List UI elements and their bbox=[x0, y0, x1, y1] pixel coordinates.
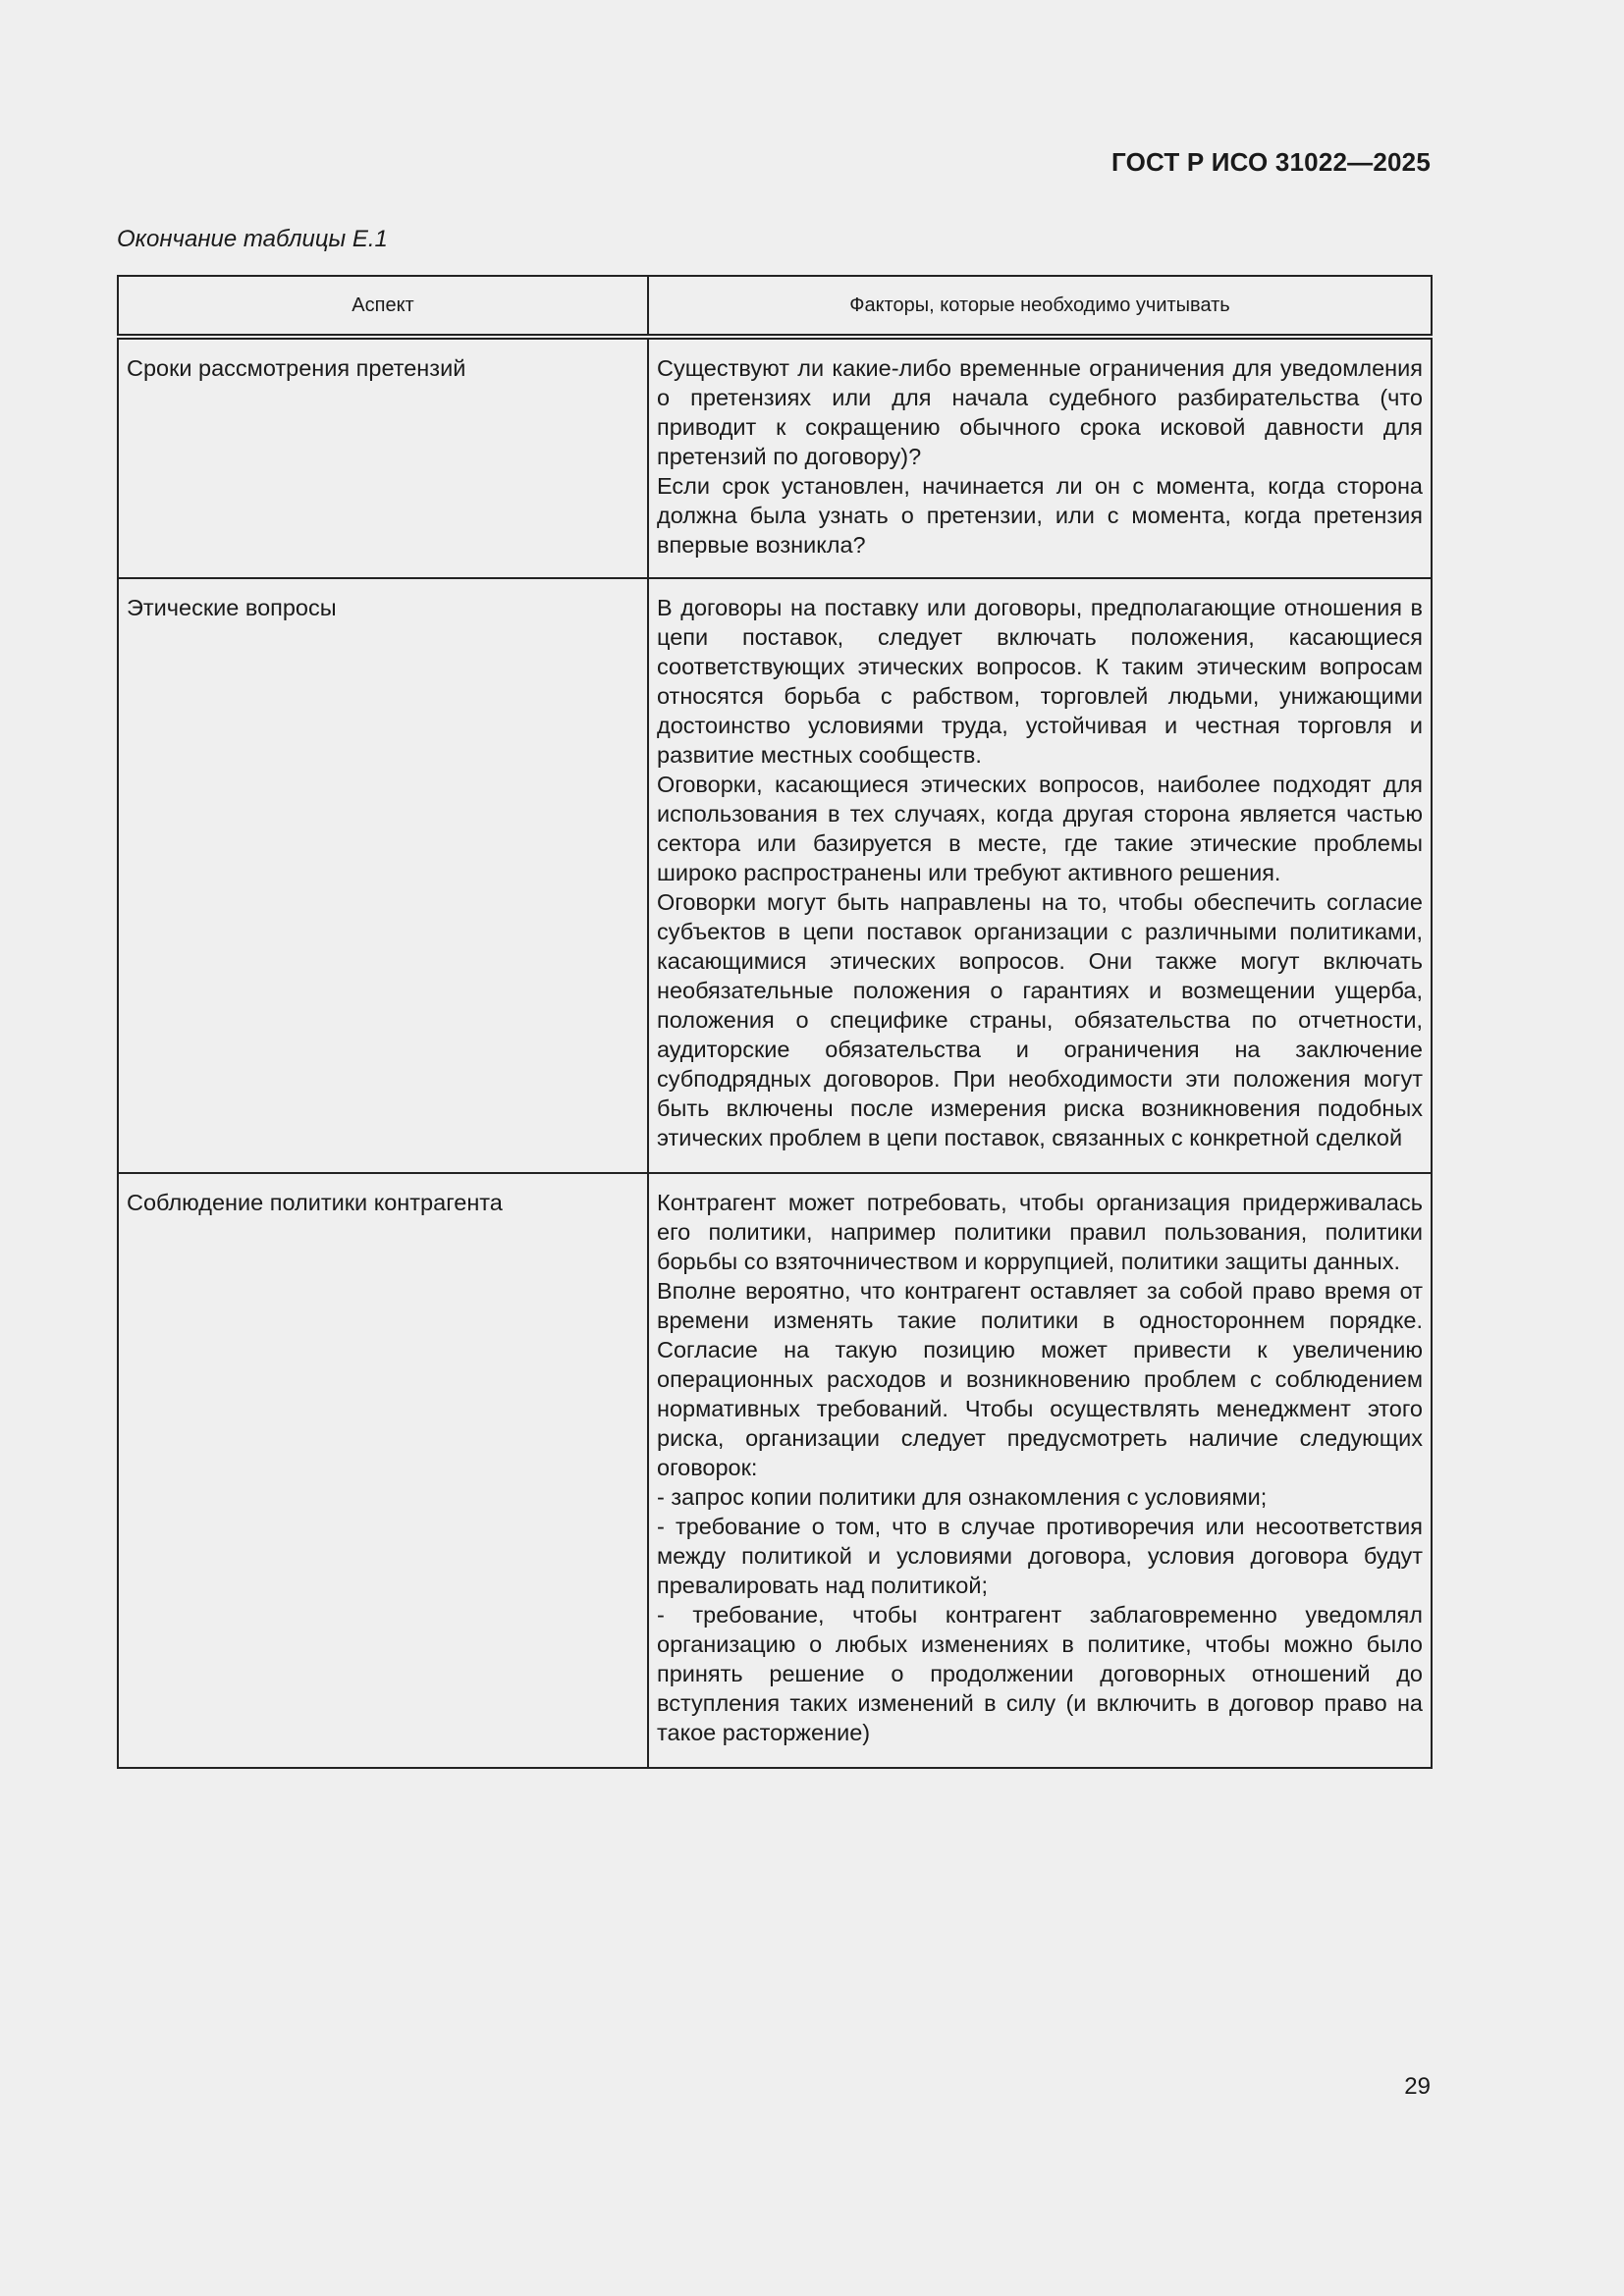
factors-cell bbox=[648, 1173, 1432, 1768]
table-container bbox=[117, 275, 1431, 1769]
factors-cell bbox=[648, 337, 1432, 578]
table-caption: Окончание таблицы Е.1 bbox=[117, 226, 388, 252]
document-code: ГОСТ Р ИСО 31022—2025 bbox=[1110, 147, 1431, 177]
factor-paragraph: Оговорки, касающиеся этических вопросов, наиболее подходят для использования в тех случаях, когда другая сторона является частью сектора или базируется в месте, где такие этические проблемы широко распространены или требуют активного решения. bbox=[657, 772, 1423, 885]
page-number: 29 bbox=[1404, 2073, 1431, 2100]
aspect-cell: Соблюдение политики контрагента bbox=[118, 1173, 648, 1768]
factor-paragraph: Существуют ли какие-либо временные ограничения для уведомления о претензиях или для начала судебного разбирательства (что приводит к сокращению обычного срока исковой давности для претензий по договору)? bbox=[657, 355, 1423, 469]
table-row bbox=[118, 1173, 1432, 1768]
aspect-cell: Этические вопросы bbox=[118, 578, 648, 1173]
factors-cell bbox=[648, 578, 1432, 1173]
factor-paragraph: Оговорки могут быть направлены на то, чтобы обеспечить согласие субъектов в цепи поставок организации с различными политиками, касающимися этических вопросов. Они также могут включать необязательные положения о гарантиях и возмещении ущерба, положения о специфике страны, обязательства по отчетности, аудиторские обязательства и ограничения на заключение субподрядных договоров. При необходимости эти положения могут быть включены после измерения риска возникновения подобных этических проблем в цепи поставок, связанных с конкретной сделкой bbox=[657, 889, 1423, 1150]
factors-table bbox=[117, 275, 1433, 1769]
factor-paragraph: Контрагент может потребовать, чтобы организация придерживалась его политики, например политики правил пользования, политики борьбы со взяточничеством и коррупцией, политики защиты данных. bbox=[657, 1190, 1423, 1274]
factor-paragraph: Вполне вероятно, что контрагент оставляет за собой право время от времени изменять такие политики в одностороннем порядке. Согласие на такую позицию может привести к увеличению операционных расходов и возникновению проблем с соблюдением нормативных требований. Чтобы осуществлять менеджмент этого риска, организации следует предусмотреть наличие следующих оговорок: bbox=[657, 1278, 1423, 1480]
table-row bbox=[118, 337, 1432, 578]
table-row bbox=[118, 578, 1432, 1173]
column-header-factors: Факторы, которые необходимо учитывать bbox=[648, 276, 1432, 337]
factor-list-item: - требование, чтобы контрагент заблаговременно уведомлял организацию о любых изменениях в политике, чтобы можно было принять решение о продолжении договорных отношений до вступления таких изменений в силу (и включить в договор право на такое расторжение) bbox=[657, 1602, 1423, 1745]
factor-list-item: - требование о том, что в случае противоречия или несоответствия между политикой и условиями договора, условия договора будут превалировать над политикой; bbox=[657, 1514, 1423, 1598]
column-header-aspect: Аспект bbox=[118, 276, 648, 337]
table-header-row bbox=[118, 276, 1432, 337]
aspect-cell: Сроки рассмотрения претензий bbox=[118, 337, 648, 578]
factor-paragraph: Если срок установлен, начинается ли он с момента, когда сторона должна была узнать о претензии, или с момента, когда претензия впервые возникла? bbox=[657, 473, 1423, 558]
factor-paragraph: В договоры на поставку или договоры, предполагающие отношения в цепи поставок, следует включать положения, касающиеся соответствующих этических вопросов. К таким этическим вопросам относятся борьба с рабством, торговлей людьми, унижающими достоинство условиями труда, устойчивая и честная торговля и развитие местных сообществ. bbox=[657, 595, 1423, 768]
factor-list-item: - запрос копии политики для ознакомления с условиями; bbox=[657, 1484, 1268, 1510]
